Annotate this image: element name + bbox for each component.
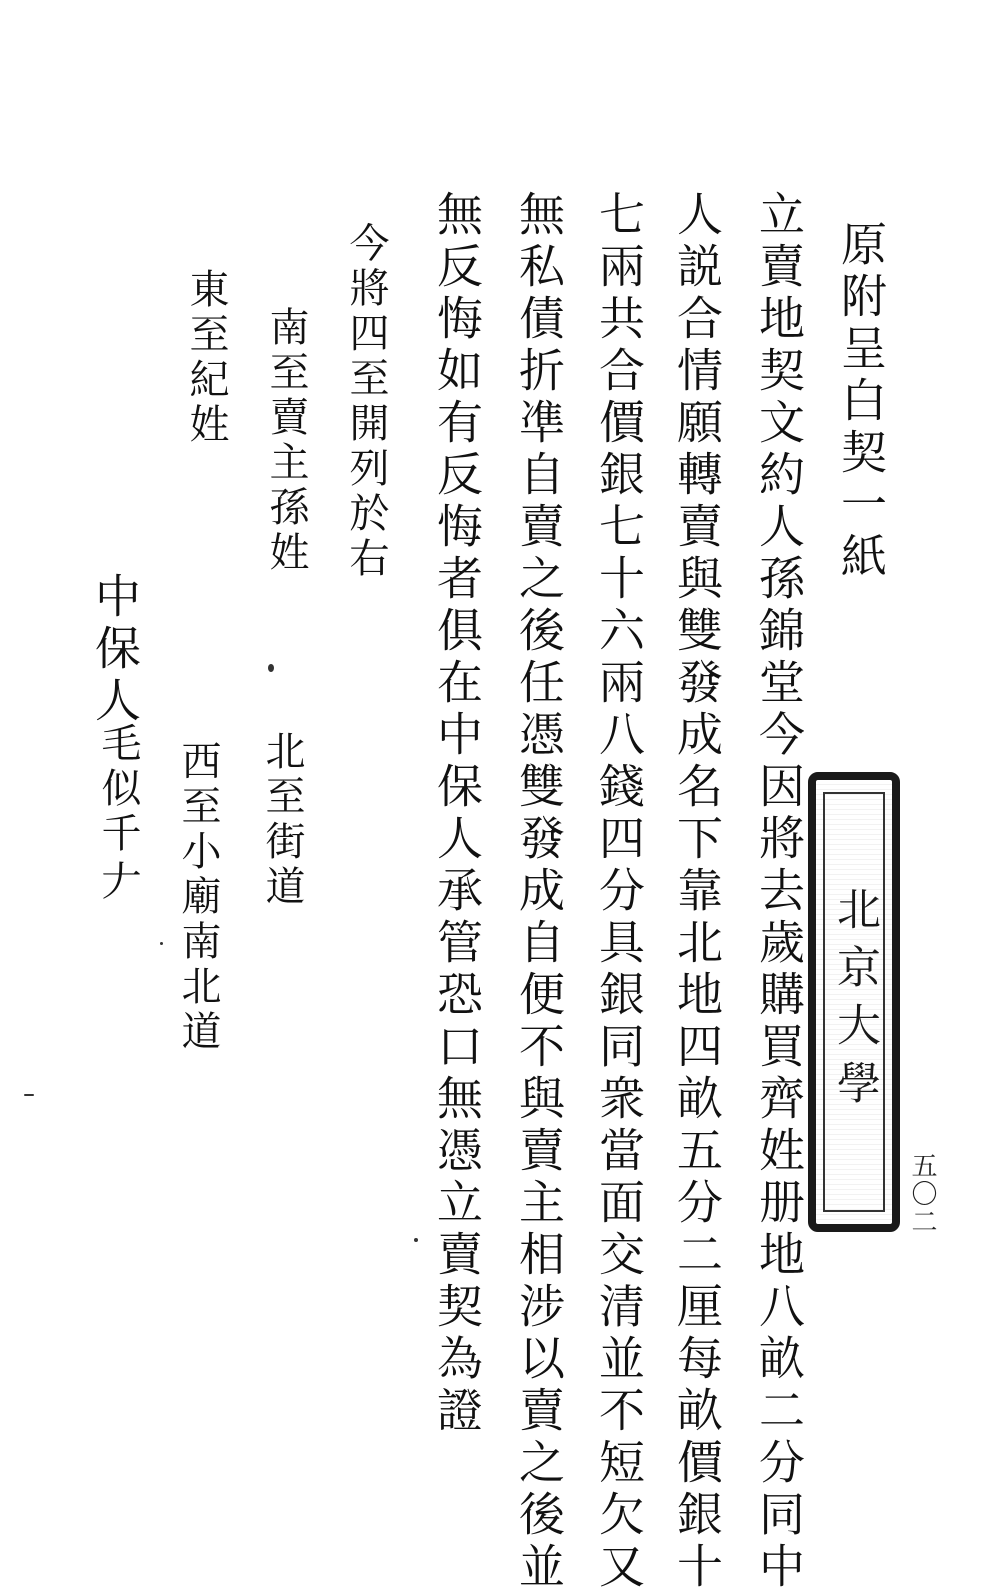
ink-speck: [268, 664, 274, 672]
guarantor-label: 中保人: [88, 572, 142, 728]
contract-line-3: 七兩共合價銀七十六兩八錢四分具銀同衆當面交清並不短欠又: [592, 190, 646, 1594]
ink-speck: [160, 942, 163, 945]
ink-speck: [24, 1094, 34, 1096]
boundaries-heading: 今將四至開列於右: [343, 222, 389, 582]
seal-inner-frame: [823, 792, 885, 1212]
contract-line-2: 人説合情願轉賣與雙發成名下靠北地四畝五分二厘每畝價銀十: [670, 190, 724, 1594]
page-number: 五〇二: [907, 1152, 937, 1236]
contract-line-5: 無反悔如有反悔者俱在中保人承管恐口無憑立賣契為證: [430, 190, 484, 1438]
ink-speck: [414, 1238, 418, 1242]
boundary-east: 東至紀姓: [183, 268, 229, 448]
boundary-west: 西至小廟南北道: [175, 740, 221, 1055]
seal-text: 北京大學: [829, 886, 880, 1118]
contract-line-1: 立賣地契文約人孫錦堂今因將去歲購買齊姓册地八畝二分同中: [752, 190, 806, 1594]
boundary-south: 南至賣主孫姓: [263, 306, 309, 576]
contract-line-4: 無私債折凖自賣之後任憑雙發成自便不與賣主相涉以賣之後並: [512, 190, 566, 1594]
boundary-north: 北至街道: [259, 730, 305, 910]
signature-mark: 𠂇: [95, 860, 141, 905]
document-title: 原附呈白契一紙: [834, 220, 888, 584]
library-seal-stamp: [808, 772, 900, 1232]
guarantor-name: 毛似千: [95, 722, 141, 857]
